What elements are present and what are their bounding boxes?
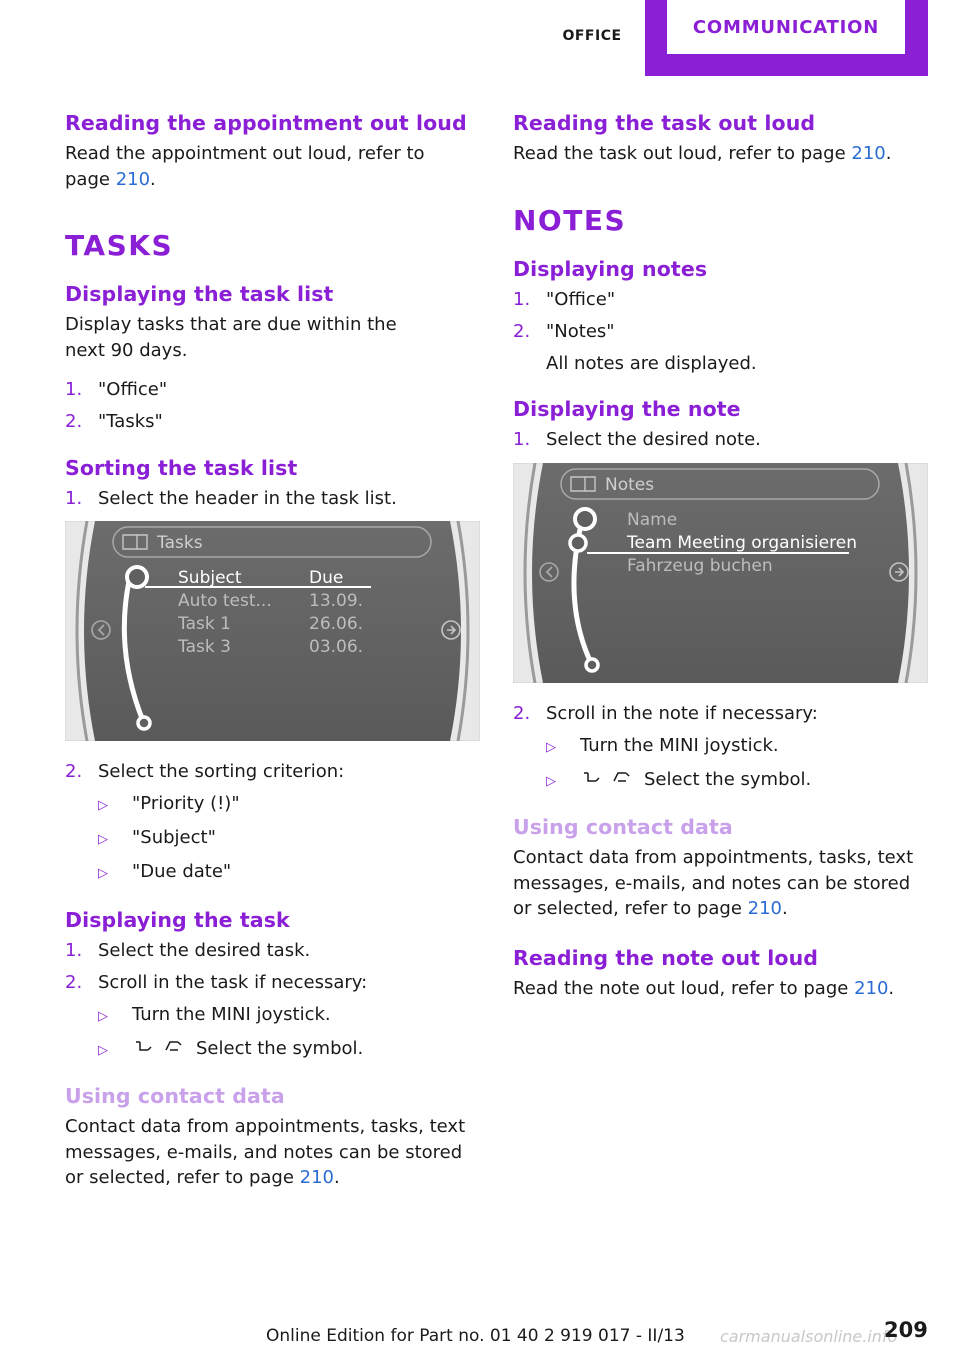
reading-appointment-text: Read the appointment out loud, refer to page 210. — [65, 143, 425, 190]
note-row-selected[interactable]: Team Meeting organisieren — [627, 532, 857, 553]
task-row-subject[interactable]: Task 1 — [178, 614, 231, 634]
right-column — [513, 100, 928, 1001]
note-row[interactable]: Name — [627, 509, 678, 530]
heading-reading-appointment: Reading the appointment out loud — [65, 111, 467, 135]
contact-data-text: Contact data from appointments, tasks, text messages, e-mails, and notes can be stored or selected, refer to page 210. — [513, 847, 914, 919]
scroll-back-icon — [132, 1036, 156, 1052]
screen-title: Notes — [605, 474, 655, 495]
list-item: 1. Select the desired task. — [65, 939, 311, 961]
task-row-subject[interactable]: Task 3 — [178, 637, 231, 657]
tab-office[interactable]: OFFICE — [562, 28, 622, 44]
list-item: ▷ Select the symbol. — [98, 1037, 364, 1059]
left-column — [65, 100, 480, 1191]
heading-displaying-note: Displaying the note — [513, 397, 741, 421]
list-item: ▷ Turn the MINI joystick. — [98, 1003, 331, 1025]
contact-data-text: Contact data from appointments, tasks, text messages, e-mails, and notes can be stored or selected, refer to page 210. — [65, 1116, 466, 1188]
task-row-due[interactable]: 03.06. — [309, 637, 364, 657]
list-item: 1. Select the header in the task list. — [65, 487, 397, 509]
tab-communication[interactable] — [645, 0, 928, 76]
heading-using-contact-data: Using contact data — [513, 815, 733, 839]
displaying-note-bullets — [513, 733, 928, 795]
list-item: ▷ "Priority (!)" — [98, 793, 240, 814]
sorting-steps-1 — [65, 486, 480, 512]
list-item: 2. Scroll in the note if necessary: — [513, 702, 818, 724]
list-item: 2. Scroll in the task if necessary: — [65, 971, 368, 993]
scroll-forward-icon — [610, 767, 634, 783]
section-title-tasks: TASKS — [65, 229, 174, 262]
note-row[interactable]: Fahrzeug buchen — [627, 555, 773, 576]
page-link[interactable]: 210 — [747, 898, 783, 919]
heading-using-contact-data: Using contact data — [65, 1084, 285, 1108]
task-row-due[interactable]: 13.09. — [309, 591, 364, 611]
sorting-options — [65, 791, 480, 887]
heading-displaying-task-list: Displaying the task list — [65, 282, 334, 306]
section-title-notes: NOTES — [513, 203, 627, 237]
sorting-steps-2 — [65, 759, 480, 785]
page-link[interactable]: 210 — [851, 143, 886, 164]
list-item: 2. Select the sorting criterion: — [65, 761, 345, 782]
reading-task-text: Read the task out loud, refer to page 210. — [513, 143, 892, 164]
displaying-note-steps-2 — [513, 701, 928, 727]
page-link[interactable]: 210 — [115, 168, 151, 190]
task-list-steps — [65, 377, 480, 435]
list-item: ▷ Select the symbol. — [546, 768, 812, 790]
page-link[interactable]: 210 — [854, 977, 889, 999]
list-item: 1. "Office" — [513, 288, 616, 310]
displaying-notes-steps — [513, 287, 928, 345]
heading-displaying-notes: Displaying notes — [513, 256, 708, 281]
page-number: 209 — [884, 1318, 928, 1342]
heading-reading-note: Reading the note out loud — [513, 945, 819, 970]
task-row-subject[interactable]: Auto test... — [178, 591, 272, 611]
list-item: ▷ Turn the MINI joystick. — [546, 734, 779, 756]
page-link[interactable]: 210 — [299, 1167, 335, 1188]
list-item: 1. Select the desired note. — [513, 429, 761, 450]
list-item: ▷ "Due date" — [98, 861, 232, 882]
edition-text: Online Edition for Part no. 01 40 2 919 017 - II/13 — [266, 1326, 685, 1346]
watermark: carmanualsonline.info — [720, 1327, 898, 1346]
reading-note-text: Read the note out loud, refer to page 210. — [513, 977, 895, 999]
list-item: 2. "Notes" — [513, 320, 615, 342]
tab-communication-label: COMMUNICATION — [667, 0, 905, 54]
notes-displayed-text: All notes are displayed. — [546, 352, 757, 374]
list-item: 1. "Office" — [65, 379, 168, 400]
displaying-task-steps — [65, 938, 480, 996]
column-header-subject[interactable]: Subject — [178, 568, 242, 588]
notes-screen-image — [513, 463, 928, 683]
list-item: ▷ "Subject" — [98, 827, 216, 848]
displaying-task-list-text: Display tasks that are due within the next 90 days. — [65, 314, 397, 361]
screen-title: Tasks — [157, 533, 203, 553]
heading-displaying-task: Displaying the task — [65, 907, 290, 932]
scroll-forward-icon — [162, 1036, 186, 1052]
list-item: 2. "Tasks" — [65, 411, 163, 432]
displaying-task-bullets — [65, 1002, 480, 1064]
heading-reading-task: Reading the task out loud — [513, 111, 816, 135]
page-footer — [0, 1318, 960, 1348]
task-row-due[interactable]: 26.06. — [309, 614, 364, 634]
tasks-screen-image — [65, 521, 480, 741]
displaying-note-steps-1 — [513, 427, 928, 453]
scroll-back-icon — [580, 767, 604, 783]
column-header-due[interactable]: Due — [309, 568, 344, 588]
heading-sorting-task-list: Sorting the task list — [65, 455, 298, 480]
